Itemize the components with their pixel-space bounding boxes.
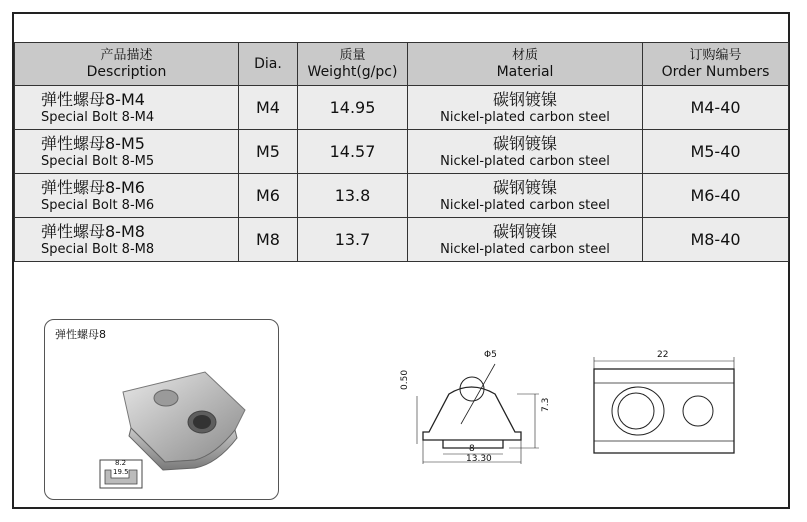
cell-order-number: M8-40 bbox=[643, 218, 789, 262]
table-row bbox=[15, 130, 789, 174]
table-row bbox=[15, 218, 789, 262]
table-row bbox=[15, 86, 789, 130]
cell-material: 碳钢镀镍 Nickel-plated carbon steel bbox=[408, 174, 643, 218]
cell-description: 弹性螺母8-M4 Special Bolt 8-M4 bbox=[15, 86, 239, 130]
cell-dia: M8 bbox=[239, 218, 298, 262]
spec-table bbox=[14, 42, 789, 262]
cell-weight: 14.57 bbox=[298, 130, 408, 174]
cell-order-number: M6-40 bbox=[643, 174, 789, 218]
profile-dim-bottom: 19.5 bbox=[113, 468, 129, 476]
cell-description: 弹性螺母8-M5 Special Bolt 8-M5 bbox=[15, 130, 239, 174]
header-weight: 质量 Weight(g/pc) bbox=[298, 43, 408, 86]
product-photo-panel bbox=[44, 319, 279, 500]
header-material: 材质 Material bbox=[408, 43, 643, 86]
dim-inner-label: 8 bbox=[469, 444, 475, 454]
cell-order-number: M4-40 bbox=[643, 86, 789, 130]
header-dia: Dia. bbox=[239, 43, 298, 86]
table-header-row bbox=[15, 43, 789, 86]
dim-circle-label: Φ5 bbox=[484, 350, 497, 360]
cell-dia: M4 bbox=[239, 86, 298, 130]
cell-dia: M6 bbox=[239, 174, 298, 218]
profile-dim-top: 8.2 bbox=[115, 459, 127, 467]
cell-material: 碳钢镀镍 Nickel-plated carbon steel bbox=[408, 86, 643, 130]
header-description: 产品描述 Description bbox=[15, 43, 239, 86]
cell-description: 弹性螺母8-M6 Special Bolt 8-M6 bbox=[15, 174, 239, 218]
top-view-drawing bbox=[574, 349, 744, 459]
spec-sheet bbox=[12, 12, 790, 509]
cell-description: 弹性螺母8-M8 Special Bolt 8-M8 bbox=[15, 218, 239, 262]
cell-weight: 13.8 bbox=[298, 174, 408, 218]
header-order-numbers: 订购编号 Order Numbers bbox=[643, 43, 789, 86]
cell-material: 碳钢镀镍 Nickel-plated carbon steel bbox=[408, 130, 643, 174]
cell-weight: 14.95 bbox=[298, 86, 408, 130]
photo-label: 弹性螺母8 bbox=[55, 328, 106, 341]
cell-order-number: M5-40 bbox=[643, 130, 789, 174]
nut-illustration bbox=[45, 320, 278, 499]
dim-length-label: 22 bbox=[657, 350, 669, 360]
cell-material: 碳钢镀镍 Nickel-plated carbon steel bbox=[408, 218, 643, 262]
dim-width-label: 13.30 bbox=[466, 454, 492, 464]
cell-weight: 13.7 bbox=[298, 218, 408, 262]
header-band bbox=[14, 14, 788, 43]
dim-left-label: 0.50 bbox=[400, 369, 410, 390]
table-row bbox=[15, 174, 789, 218]
dim-height-label: 7.3 bbox=[541, 397, 551, 412]
cell-dia: M5 bbox=[239, 130, 298, 174]
